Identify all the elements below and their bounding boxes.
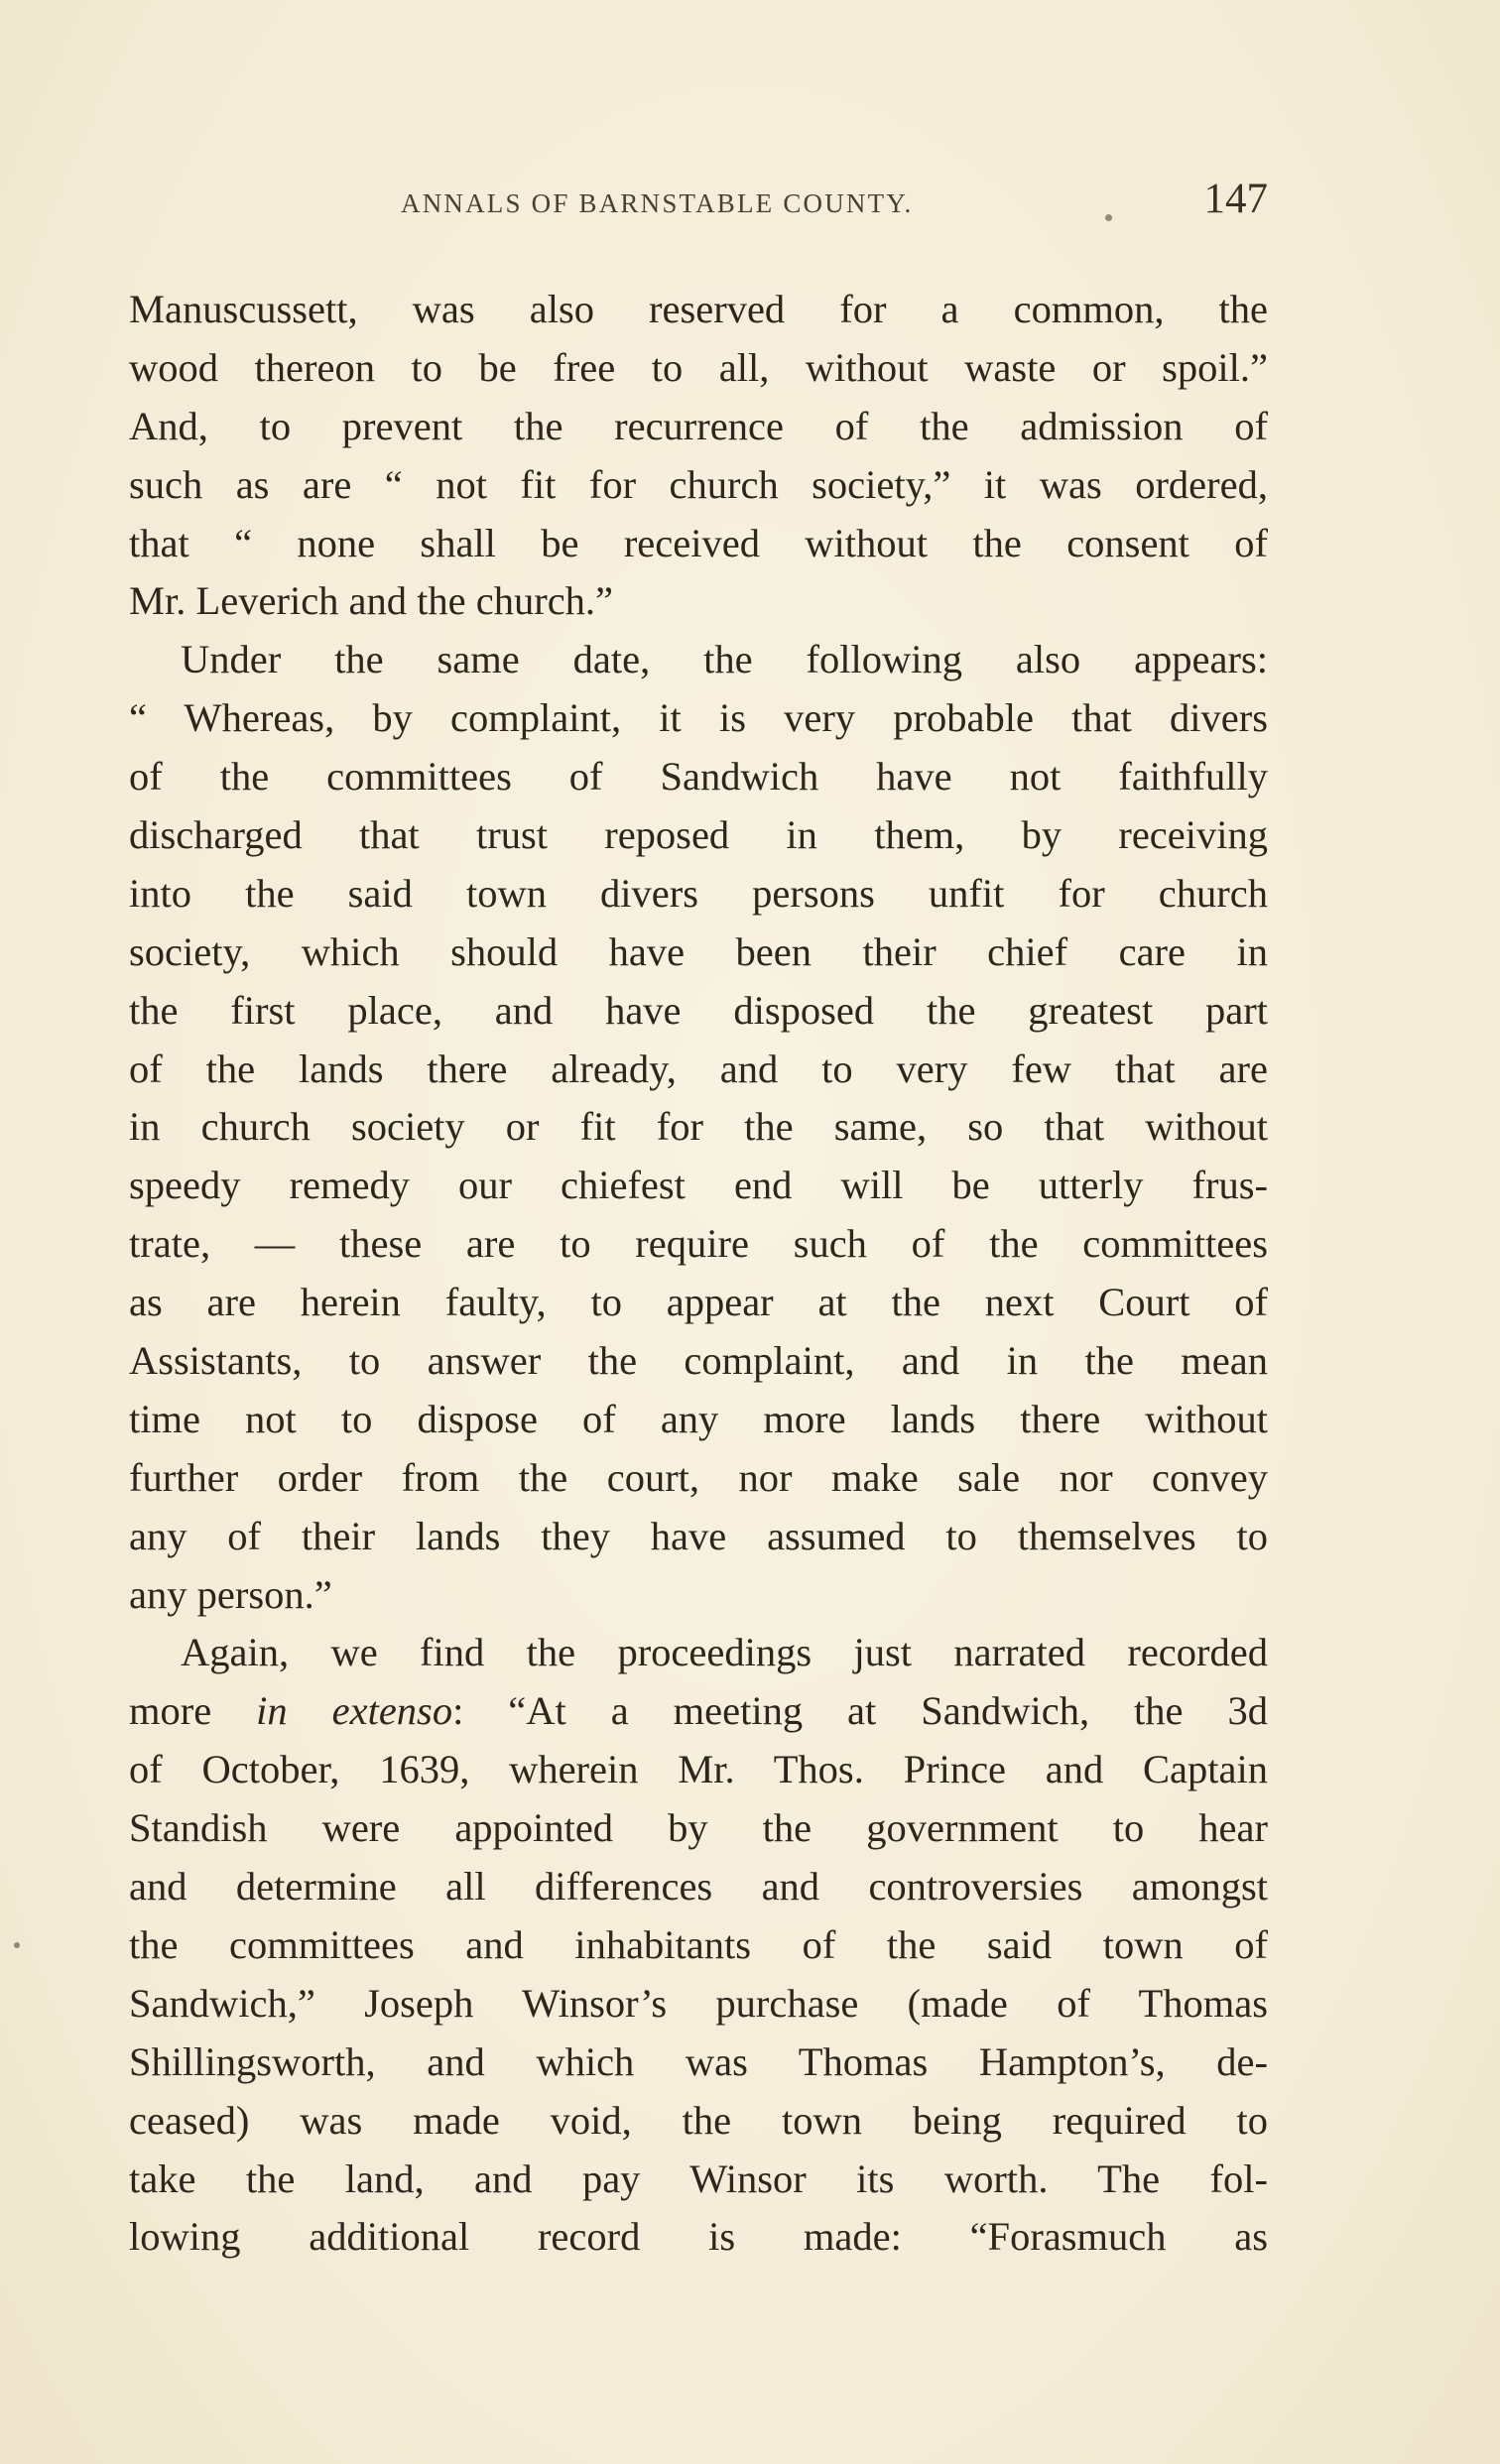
text-line: Standish were appointed by the government to hear	[129, 1805, 1268, 1851]
text-line: the first place, and have disposed the greatest part	[129, 987, 1268, 1033]
text-line: speedy remedy our chiefest end will be utterly frus-	[129, 1163, 1268, 1208]
text-line: Again, we find the proceedings just narrated recorded	[181, 1630, 1268, 1675]
ink-smudge	[1105, 214, 1112, 221]
text-line: as are herein faulty, to appear at the next Court of	[129, 1280, 1268, 1325]
text-line: Assistants, to answer the complaint, and in the mean	[129, 1338, 1268, 1384]
text-line: discharged that trust reposed in them, by receiving	[129, 812, 1268, 858]
text-line: time not to dispose of any more lands there without	[129, 1396, 1268, 1441]
text-line: into the said town divers persons unfit for church	[129, 870, 1268, 916]
text-line: Mr. Leverich and the church.”	[129, 578, 614, 624]
text-line: the committees and inhabitants of the said town of	[129, 1921, 1268, 1967]
text-line: “ Whereas, by complaint, it is very probable that divers	[129, 695, 1268, 741]
text-line: of the committees of Sandwich have not faithfully	[129, 754, 1268, 800]
text-line: that “ none shall be received without the consent of	[129, 520, 1268, 565]
text-line: any person.”	[129, 1571, 332, 1617]
text-line: of the lands there already, and to very few that are	[129, 1046, 1268, 1091]
text-line: and determine all differences and controversies amongst	[129, 1864, 1268, 1910]
text-line: in church society or fit for the same, so that without	[129, 1104, 1268, 1150]
text-line: Shillingsworth, and which was Thomas Hampton’s, de-	[129, 2038, 1268, 2084]
text-line: more in extenso: “At a meeting at Sandwich, the 3d	[129, 1688, 1268, 1734]
body-text	[129, 281, 1268, 2267]
text-line: wood thereon to be free to all, without waste or spoil.”	[129, 344, 1268, 390]
text-line: take the land, and pay Winsor its worth. The fol-	[129, 2156, 1268, 2201]
page-number: 147	[1203, 176, 1268, 222]
text-line: Under the same date, the following also appears:	[181, 637, 1268, 682]
running-head	[129, 175, 1268, 234]
text-line: further order from the court, nor make sale nor convey	[129, 1454, 1268, 1500]
ink-smudge	[14, 1942, 20, 1948]
text-line: such as are “ not fit for church society,” it was ordered,	[129, 461, 1268, 507]
text-line: And, to prevent the recurrence of the admission of	[129, 403, 1268, 448]
text-line: Sandwich,” Joseph Winsor’s purchase (made of Thomas	[129, 1980, 1268, 2026]
text-line: lowing additional record is made: “Forasmuch as	[129, 2214, 1268, 2260]
running-title: ANNALS OF BARNSTABLE COUNTY.	[401, 188, 914, 218]
text-line: ceased) was made void, the town being required to	[129, 2097, 1268, 2143]
text-line: of October, 1639, wherein Mr. Thos. Prince and Captain	[129, 1747, 1268, 1792]
text-line: society, which should have been their chief care in	[129, 928, 1268, 974]
text-line: Manuscussett, was also reserved for a common, the	[129, 287, 1268, 331]
text-line: any of their lands they have assumed to themselves to	[129, 1513, 1268, 1558]
text-line: trate, — these are to require such of the committees	[129, 1221, 1268, 1267]
